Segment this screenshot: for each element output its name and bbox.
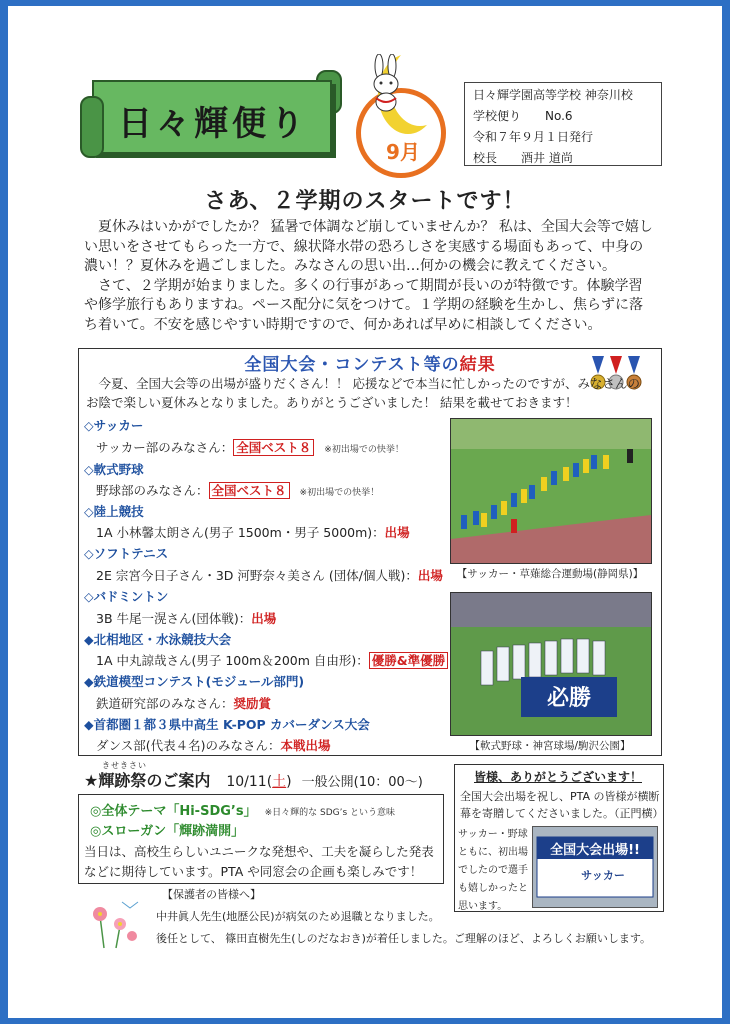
event-track-heading: ◇陸上競技 (84, 504, 144, 519)
thanks-body: 全国大会出場を祝し、PTA の皆様が横断幕を寄贈してくださいました。（正門横） (460, 790, 664, 820)
event-baseball-heading: ◇軟式野球 (84, 462, 144, 477)
rabbit-icon (366, 54, 406, 112)
month-label: 9月 (386, 140, 420, 164)
pta-banner-photo (532, 826, 658, 908)
issue-number: 学校便り No.6 (473, 109, 573, 123)
notice-line-1: 中井眞人先生(地歴公民)が病気のため退職となりました。 (156, 910, 440, 923)
event-baseball-result: 野球部のみなさん： 全国ベスト８ ※初出場での快挙！ (96, 483, 380, 498)
baseball-caption: 【軟式野球・神宮球場/駒沢公園】 (469, 740, 631, 752)
newsletter-title: 日々輝便り (118, 104, 308, 144)
event-dance-heading: ◆首都圏１都３県中高生 K-POP カバーダンス大会 (84, 717, 370, 732)
event-railmodel-result: 鉄道研究部のみなさん：奨励賞 (96, 696, 272, 711)
event-swim-heading: ◆北相地区・水泳競技大会 (84, 632, 232, 647)
festival-body: 当日は、高校生らしいユニークな発想や、工夫を凝らした発表などに期待しています。PTA や同窓会の企画も楽しみです！ (84, 844, 434, 879)
headline: さあ、２学期のスタートです！ (204, 189, 526, 214)
festival-furigana: きせきさい (102, 761, 147, 770)
notice-title: 【保護者の皆様へ】 (162, 888, 261, 901)
event-badminton-heading: ◇バドミントン (84, 589, 169, 604)
banner-sub-text: サッカー (581, 869, 625, 882)
festival-heading: ★輝跡祭のご案内 10/11(土) 一般公開(10：00～) (84, 771, 423, 790)
event-swim-result: 1A 中丸諒哉さん(男子 100m＆200m 自由形)： 優勝&準優勝 (96, 651, 448, 669)
principal: 校長 酒井 道尚 (473, 151, 573, 165)
issue-info-box (464, 82, 662, 166)
results-title: 全国大会・コンテスト等の結果 (244, 355, 496, 375)
intro-paragraph: 夏休みはいかがでしたか？ 猛暑で体調など崩していませんか？ 私は、全国大会等で嬉しい思いをさせてもらった一方で、線状降水帯の恐ろしさを実感する場面もあって、中身の濃い！？夏休みを過ごしました。みなさんの思い出…何かの機会に教えてください。 (84, 219, 653, 275)
baseball-photo (450, 592, 652, 736)
thanks-title: 皆様、ありがとうございます！ (473, 770, 642, 784)
intro-paragraph: さて、２学期が始まりました。多くの行事があって期間が長いのが特徴です。体験学習や修学旅行もありますね。ペース配分に気をつけて。１学期の経験を生かし、焦らずに落ち着いて。不安を感じやすい時期ですので、何かあれば早めに相談してください。 (84, 277, 644, 333)
festival-slogan: ◎スローガン「輝跡満開」 (90, 824, 245, 839)
event-soccer-result: サッカー部のみなさん： 全国ベスト８ ※初出場での快挙！ (96, 440, 404, 455)
event-dance-result: ダンス部(代表４名)のみなさん：本戦出場 (96, 738, 331, 753)
scroll-curl-left (80, 96, 104, 158)
banner-main-text: 全国大会出場!! (550, 843, 640, 858)
event-tennis-heading: ◇ソフトテニス (84, 546, 169, 561)
soccer-caption: 【サッカー・草薙総合運動場(静岡県)】 (456, 568, 644, 580)
school-name: 日々輝学園高等学校 神奈川校 (473, 88, 633, 102)
results-intro: 今夏、全国大会等の出場が盛りだくさん！！ 応援などで本当に忙しかったのですが、みなさんのお陰で楽しい夏休みとなりました。ありがとうございました！ 結果を載せておきます！ (86, 376, 640, 410)
hissho-banner-text: 必勝 (546, 685, 592, 711)
intro-text (84, 218, 654, 336)
event-soccer-heading: ◇サッカー (84, 418, 144, 433)
event-track-result: 1A 小林馨太朗さん(男子 1500m・男子 5000m)：出場 (96, 525, 410, 540)
festival-theme: ◎全体テーマ「Hi-SDG’s」 ※日々輝的な SDG’s という意味 (90, 804, 396, 819)
event-badminton-result: 3B 牛尾一滉さん(団体戦)：出場 (96, 611, 277, 626)
issue-date: 令和７年９月１日発行 (473, 130, 594, 144)
event-tennis-result: 2E 宗宮今日子さん・3D 河野奈々美さん (団体/個人戦)：出場 (96, 568, 443, 583)
flowers-icon (86, 896, 146, 952)
event-railmodel-heading: ◆鉄道模型コンテスト(モジュール部門) (84, 674, 305, 689)
thanks-side-note: サッカー・野球ともに、初出場でしたので選手も嬉しかったと思います。 (458, 829, 528, 912)
notice-line-2: 後任として、 篠田直樹先生(しのだなおき)が着任しました。ご理解のほど、よろしくお願いします。 (156, 932, 651, 945)
soccer-photo (450, 418, 652, 564)
